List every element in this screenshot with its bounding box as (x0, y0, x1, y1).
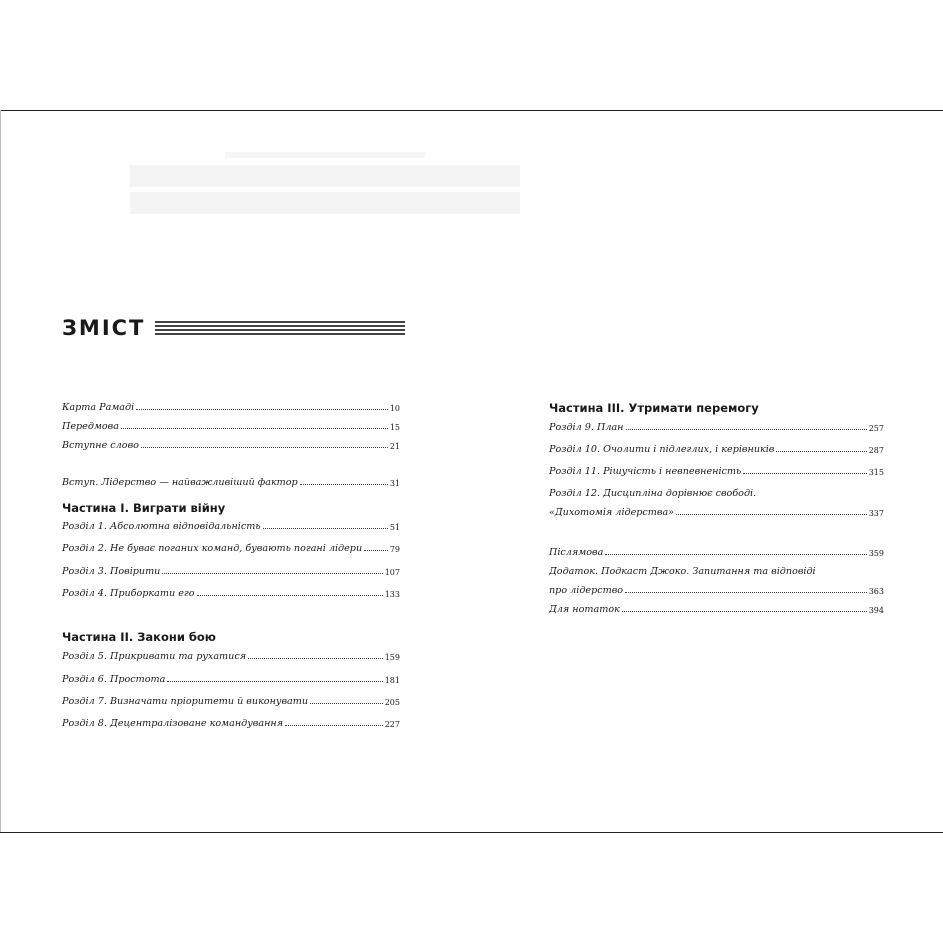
toc-entry-page: 257 (868, 424, 884, 433)
toc-entry-label: Для нотаток (549, 604, 620, 615)
toc-entry[interactable] (62, 651, 400, 662)
toc-entry[interactable] (62, 440, 400, 451)
toc-entry[interactable] (549, 604, 884, 615)
toc-entry-label: Розділ 6. Простота (62, 674, 166, 685)
toc-entry-intro[interactable] (62, 477, 400, 488)
toc-entry-label: Вступ. Лідерство — найважливіший фактор (62, 477, 298, 488)
toc-entry-label: Розділ 8. Децентралізоване командування (62, 718, 284, 729)
dot-leader (676, 514, 867, 515)
toc-entry-label: Розділ 4. Приборкати его (62, 588, 195, 599)
toc-entry-label: Розділ 2. Не буває поганих команд, бувають погані лідери (62, 543, 363, 554)
toc-entry-line[interactable]: Додаток. Подкаст Джоко. Запитання та відповіді (549, 566, 816, 577)
dot-leader (776, 451, 866, 452)
page-top-rule (0, 110, 943, 111)
toc-entry[interactable] (62, 696, 400, 707)
toc-entry-label: Карта Рамаді (62, 402, 135, 413)
toc-entry[interactable] (549, 422, 884, 433)
part-heading-1[interactable]: Частина І. Виграти війну (62, 501, 226, 515)
dot-leader (605, 554, 866, 555)
toc-entry-page: 10 (389, 404, 400, 413)
toc-entry-page: 159 (384, 653, 400, 662)
toc-entry[interactable] (62, 521, 400, 532)
toc-entry-page: 133 (384, 590, 400, 599)
toc-entry-page: 287 (868, 446, 884, 455)
title-decor-lines (155, 321, 405, 335)
toc-entry[interactable] (62, 566, 400, 577)
toc-entry-label: Передмова (62, 421, 119, 432)
toc-entry[interactable] (62, 402, 400, 413)
toc-entry-label: Розділ 11. Рішучість і невпевненість (549, 466, 742, 477)
dot-leader (263, 528, 388, 529)
bleed-through-shadow (125, 150, 525, 240)
dot-leader (285, 725, 383, 726)
dot-leader (743, 473, 866, 474)
toc-title-block (62, 316, 405, 340)
toc-entry-page: 181 (384, 676, 400, 685)
toc-entry[interactable] (62, 674, 400, 685)
toc-entry-page: 315 (868, 468, 884, 477)
toc-entry-line[interactable]: Розділ 12. Дисципліна дорівнює свободі. (549, 488, 757, 499)
page-left-edge (0, 110, 1, 832)
toc-entry-page: 15 (389, 423, 400, 432)
toc-entry-page: 79 (389, 545, 400, 554)
toc-entry-label: Розділ 9. План (549, 422, 624, 433)
toc-entry[interactable] (62, 543, 400, 554)
part-heading-3[interactable]: Частина ІІІ. Утримати перемогу (549, 401, 759, 415)
part-heading-2[interactable]: Частина ІІ. Закони бою (62, 630, 216, 644)
toc-entry-page: 107 (384, 568, 400, 577)
toc-entry[interactable] (62, 588, 400, 599)
toc-entry-label: Розділ 10. Очолити і підлеглих, і керівників (549, 444, 775, 455)
dot-leader (141, 447, 388, 448)
toc-entry-label: Післямова (549, 547, 604, 558)
dot-leader (121, 428, 388, 429)
toc-entry[interactable] (62, 718, 400, 729)
toc-entry-page: 205 (384, 698, 400, 707)
toc-entry[interactable] (549, 547, 884, 558)
dot-leader (622, 611, 867, 612)
toc-entry-label: Розділ 5. Прикривати та рухатися (62, 651, 247, 662)
toc-entry-label: про лідерство (549, 585, 624, 596)
toc-entry[interactable] (549, 466, 884, 477)
toc-entry-label: Вступне слово (62, 440, 139, 451)
dot-leader (167, 681, 382, 682)
toc-entry-page: 359 (868, 549, 884, 558)
toc-entry-page: 363 (868, 587, 884, 596)
dot-leader (626, 429, 867, 430)
toc-title: ЗМІСТ (62, 316, 146, 340)
dot-leader (310, 703, 383, 704)
dot-leader (300, 484, 388, 485)
toc-entry-page: 51 (389, 523, 400, 532)
toc-entry-page: 21 (389, 442, 400, 451)
dot-leader (364, 550, 388, 551)
toc-entry-label: Розділ 1. Абсолютна відповідальність (62, 521, 261, 532)
dot-leader (197, 595, 383, 596)
toc-entry-page: 337 (868, 509, 884, 518)
toc-entry-label: Розділ 7. Визначати пріоритети й виконувати (62, 696, 309, 707)
dot-leader (625, 592, 867, 593)
toc-entry-label: «Дихотомія лідерства» (549, 507, 675, 518)
toc-entry-page: 227 (384, 720, 400, 729)
dot-leader (248, 658, 383, 659)
toc-entry-page: 31 (389, 479, 400, 488)
page-bottom-rule (0, 832, 943, 833)
dot-leader (136, 409, 388, 410)
toc-entry-page: 394 (868, 606, 884, 615)
toc-entry-label: Розділ 3. Повірити (62, 566, 161, 577)
toc-entry[interactable] (549, 507, 884, 518)
toc-entry[interactable] (62, 421, 400, 432)
dot-leader (162, 573, 382, 574)
toc-entry[interactable] (549, 444, 884, 455)
toc-entry[interactable] (549, 585, 884, 596)
